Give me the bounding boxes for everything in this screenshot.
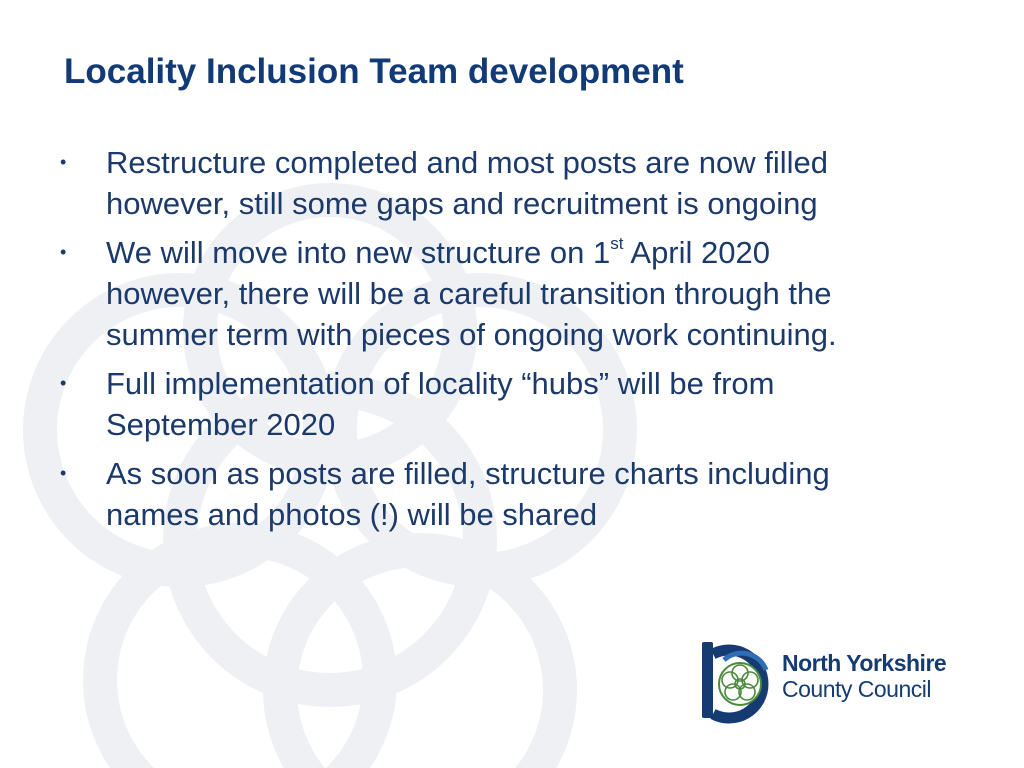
bullet-text: As soon as posts are filled, structure charts including names and photos (!) will be shared [106,456,830,532]
bullet-text: April 2020 however, there will be a careful transition through the summer term with pieces of ongoing work continuing. [106,235,837,352]
bullet-item [60,232,880,355]
ordinal-suffix: st [610,234,624,253]
council-logo [700,640,990,724]
bullet-text: We will move into new structure on 1 [106,235,611,270]
bullet-list [60,142,880,543]
logo-line-1: North Yorkshire [782,650,947,676]
logo-line-2: County Council [782,676,931,702]
logo-wordmark [782,650,946,702]
bullet-item [60,453,880,535]
slide-title: Locality Inclusion Team development [64,52,684,91]
bullet-item [60,142,880,224]
bullet-icon: • [60,463,67,483]
bullet-icon: • [60,373,67,393]
bullet-icon: • [60,242,67,262]
bullet-icon: • [60,152,67,172]
bullet-text: Full implementation of locality “hubs” will be from September 2020 [106,366,775,442]
bullet-item [60,363,880,445]
yorkshire-rose-icon [700,640,780,724]
bullet-text: Restructure completed and most posts are now filled however, still some gaps and recruitment is ongoing [106,145,828,221]
